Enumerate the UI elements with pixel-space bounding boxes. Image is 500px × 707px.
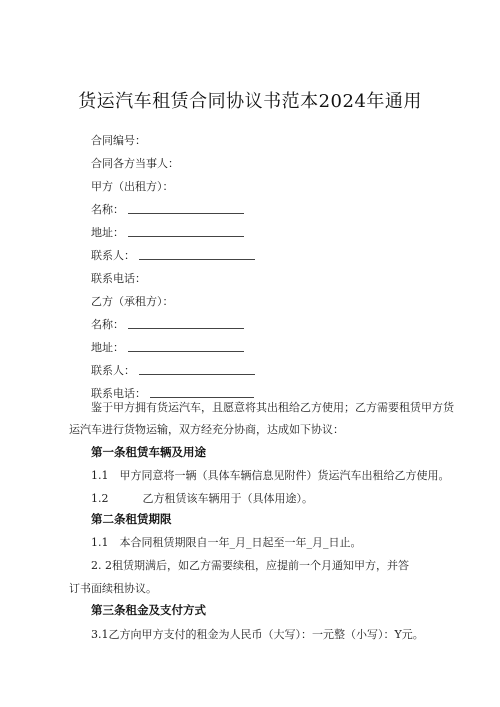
preamble-line-2: 运汽车进行货物运输，双方经充分协商，达成如下协议： bbox=[69, 423, 344, 436]
lessor-contact-blank bbox=[139, 258, 255, 260]
article-1-item-2-text: 乙方租赁该车辆用于（具体用途）。 bbox=[142, 492, 313, 505]
lessor-contact-row bbox=[91, 247, 255, 263]
article-1-item-2-number: 1.2 bbox=[91, 492, 109, 505]
lessor-address-label: 地址： bbox=[91, 226, 124, 239]
lessee-address-label: 地址： bbox=[91, 341, 124, 354]
lessor-name-blank bbox=[128, 212, 244, 214]
preamble-line-1: 鉴于甲方拥有货运汽车，且愿意将其出租给乙方使用；乙方需要租赁甲方货 bbox=[91, 401, 454, 414]
parties-label: 合同各方当事人： bbox=[91, 157, 179, 170]
lessee-contact-row bbox=[91, 362, 255, 378]
article-2-item-1: 1.1 本合同租赁期限自一年_月_日起至一年_月_日止。 bbox=[91, 536, 362, 549]
document-title: 货运汽车租赁合同协议书范本2024年通用 bbox=[78, 91, 422, 112]
article-1-heading: 第一条租赁车辆及用途 bbox=[91, 445, 206, 459]
lessee-heading: 乙方（承租方）： bbox=[91, 295, 174, 308]
lessee-name-row bbox=[91, 316, 244, 332]
lessor-contact-label: 联系人： bbox=[91, 249, 135, 262]
lessor-name-row bbox=[91, 201, 244, 217]
article-3-item-1: 3.1乙方向甲方支付的租金为人民币（大写）：一元整（小写）：Y元。 bbox=[91, 628, 424, 641]
lessor-heading: 甲方（出租方）： bbox=[91, 180, 174, 193]
lessor-address-row bbox=[91, 224, 244, 240]
article-1-item-1: 1.1 甲方同意将一辆（具体车辆信息见附件）货运汽车出租给乙方使用。 bbox=[91, 469, 450, 482]
contract-number-label: 合同编号： bbox=[91, 134, 146, 147]
lessor-name-label: 名称： bbox=[91, 203, 124, 216]
lessee-name-blank bbox=[128, 327, 244, 329]
lessee-name-label: 名称： bbox=[91, 318, 124, 331]
lessee-address-row bbox=[91, 339, 244, 355]
article-2-item-2: 2. 2租赁期满后，如乙方需要续租，应提前一个月通知甲方，并答 bbox=[91, 559, 409, 572]
lessee-contact-label: 联系人： bbox=[91, 364, 135, 377]
lessee-contact-blank bbox=[139, 373, 255, 375]
article-1-item-2 bbox=[91, 490, 313, 506]
lessor-address-blank bbox=[128, 235, 244, 237]
article-2-item-2-continued: 订书面续租协议。 bbox=[69, 582, 157, 595]
lessor-phone-label: 联系电话： bbox=[91, 272, 146, 285]
article-2-heading: 第二条租赁期限 bbox=[91, 512, 172, 526]
lessee-address-blank bbox=[128, 350, 244, 352]
lessee-phone-label: 联系电话： bbox=[91, 387, 146, 400]
article-3-heading: 第三条租金及支付方式 bbox=[91, 603, 206, 617]
